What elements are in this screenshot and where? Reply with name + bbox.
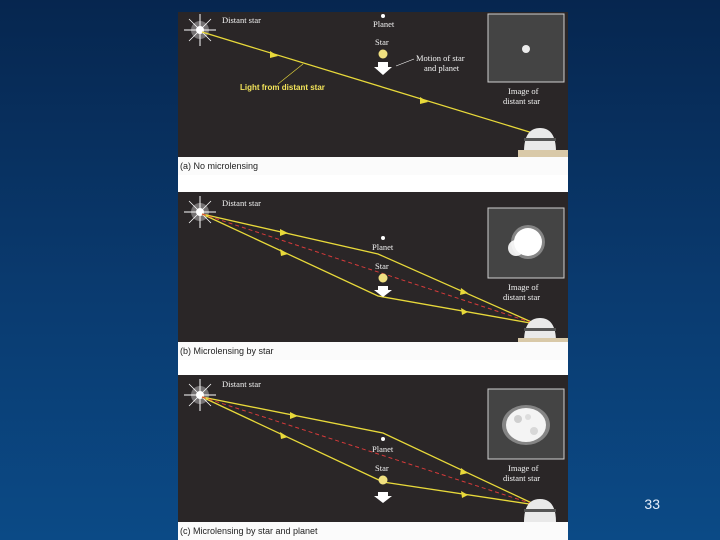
image-label-line1: Image of (508, 282, 539, 292)
star-label: Star (375, 261, 389, 271)
panel-c-caption: (c) Microlensing by star and planet (178, 522, 568, 540)
image-label-line2: distant star (503, 473, 541, 483)
panel-a-caption: (a) No microlensing (178, 157, 568, 175)
planet-label: Planet (372, 242, 394, 252)
distant-star-label: Distant star (222, 198, 261, 208)
planet-icon (381, 14, 385, 18)
planet-label: Planet (373, 19, 395, 29)
slide-number: 33 (644, 496, 660, 512)
star-icon (379, 476, 388, 485)
distant-star-image (522, 45, 530, 53)
distant-star-label: Distant star (222, 15, 261, 25)
light-label: Light from distant star (240, 83, 325, 92)
panel-a-diagram (178, 12, 568, 157)
planet-icon (381, 437, 385, 441)
panel-b-diagram (178, 192, 568, 342)
star-icon (379, 50, 388, 59)
planet-icon (381, 236, 385, 240)
panel-no-microlensing (178, 12, 568, 171)
planet-label: Planet (372, 444, 394, 454)
image-label-line2: distant star (503, 292, 541, 302)
panel-c-diagram (178, 375, 568, 522)
panel-microlensing-by-star-and-planet (178, 375, 568, 536)
star-label: Star (375, 463, 389, 473)
star-label: Star (375, 37, 389, 47)
image-label-line1: Image of (508, 463, 539, 473)
panel-microlensing-by-star (178, 192, 568, 356)
image-label-line1: Image of (508, 86, 539, 96)
panel-b-caption: (b) Microlensing by star (178, 342, 568, 360)
star-icon (379, 274, 388, 283)
image-label-line2: distant star (503, 96, 541, 106)
distant-star-label: Distant star (222, 379, 261, 389)
microlensing-figure (178, 12, 568, 540)
motion-label-line2: and planet (424, 63, 460, 73)
motion-label-line1: Motion of star (416, 53, 465, 63)
distant-star-image (502, 405, 550, 445)
